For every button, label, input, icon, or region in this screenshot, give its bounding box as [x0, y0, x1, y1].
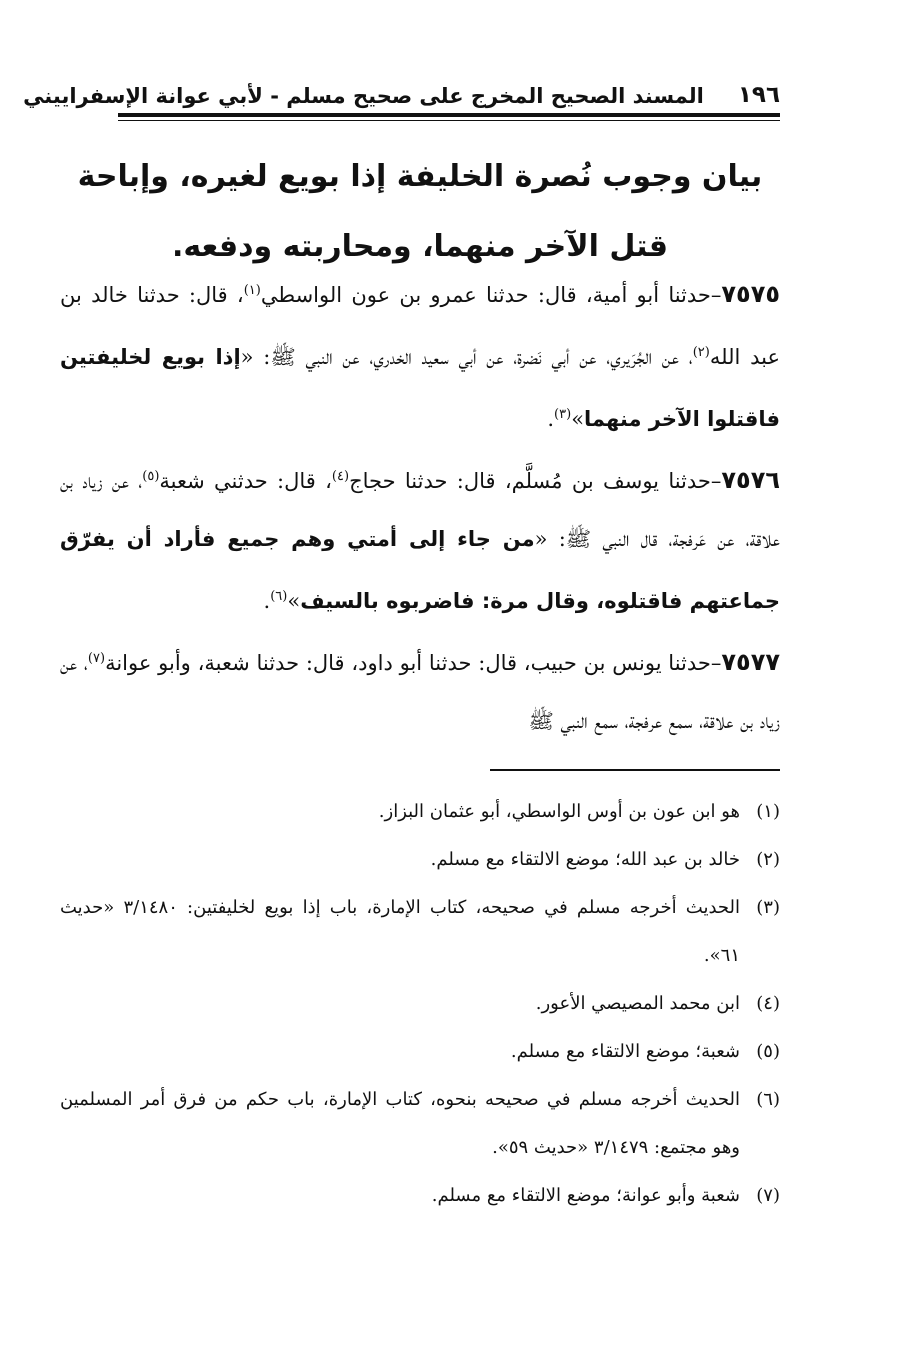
footnote-reference: (٦)	[270, 589, 288, 604]
hadith-text: ، قال: حدثني شعبة	[159, 469, 332, 493]
footnote-reference: (١)	[243, 283, 261, 298]
footnote-number: (٣)	[756, 897, 780, 918]
running-header	[23, 78, 780, 108]
footnote-item	[60, 884, 780, 980]
footnote-number: (٦)	[756, 1089, 780, 1110]
hadith-text: »	[571, 407, 585, 431]
page-number: ١٩٦	[737, 82, 780, 108]
hadith-number: ٧٥٧٥	[721, 280, 780, 308]
hadith-text: –حدثنا أبو أمية، قال: حدثنا عمرو بن عون الواسطي	[260, 283, 722, 307]
hadith-number: ٧٥٧٧	[721, 648, 780, 676]
hadith-paragraph	[60, 448, 780, 630]
footnote-item	[60, 1076, 780, 1172]
hadith-text: ، عن زياد بن علاقة، سمع عرفجة، سمع النبي ﷺ	[60, 651, 780, 733]
header-rule-thick	[118, 113, 780, 117]
hadith-text: –حدثنا يوسف بن مُسلَّم، قال: حدثنا حجاج	[349, 469, 722, 493]
hadith-body	[60, 262, 780, 750]
chapter-title: بيان وجوب نُصرة الخليفة إذا بويع لغيره، وإباحة قتل الآخر منهما، ومحاربته ودفعه.	[77, 159, 763, 264]
footnote-reference: (٢)	[692, 345, 710, 360]
hadith-text: .	[547, 407, 555, 431]
footnote-number: (٤)	[756, 993, 780, 1014]
header-rule-thin	[118, 120, 780, 121]
footnote-item	[60, 836, 780, 884]
hadith-paragraph	[60, 630, 780, 750]
hadith-text: –حدثنا يونس بن حبيب، قال: حدثنا أبو داود، قال: حدثنا شعبة، وأبو عوانة	[105, 651, 722, 675]
footnote-text: خالد بن عبد الله؛ موضع الالتقاء مع مسلم.	[430, 849, 740, 870]
footnote-reference: (٣)	[554, 407, 572, 422]
footnote-item	[60, 1172, 780, 1220]
footnote-reference: (٤)	[331, 469, 350, 484]
footnote-number: (٧)	[756, 1185, 780, 1206]
footnote-reference: (٧)	[87, 651, 106, 666]
footnote-item	[60, 1028, 780, 1076]
footnote-separator	[490, 769, 780, 771]
running-title: المسند الصحيح المخرج على صحيح مسلم - لأبي عوانة الإسفراييني	[23, 84, 704, 108]
hadith-number: ٧٥٧٦	[721, 466, 780, 494]
footnote-item	[60, 980, 780, 1028]
footnote-number: (٢)	[756, 849, 780, 870]
footnote-text: الحديث أخرجه مسلم في صحيحه بنحوه، كتاب الإمارة، باب حكم من فرق أمر المسلمين وهو مجتمع: ٣/١٤٧٩ «حديث ٥٩».	[60, 1089, 740, 1158]
footnotes	[60, 788, 780, 1220]
hadith-text: ، قال: حدثنا خالد بن عبد الله	[60, 283, 780, 369]
hadith-matn: إذا بويع لخليفتين فاقتلوا الآخر منهما	[60, 345, 780, 431]
footnote-number: (٥)	[756, 1041, 780, 1062]
footnote-text: ابن محمد المصيصي الأعور.	[535, 993, 740, 1014]
hadith-matn: من جاء إلى أمتي وهم جميع فأراد أن يفرّق جماعتهم فاقتلوه، وقال مرة: فاضربوه بالسيف	[60, 527, 780, 613]
hadith-text: ، عن زياد بن علاقة، عن عَرفجة، قال النبي ﷺ: «	[60, 469, 780, 551]
footnote-item	[60, 788, 780, 836]
footnote-text: هو ابن عون بن أوس الواسطي، أبو عثمان البزاز.	[378, 801, 740, 822]
hadith-paragraph	[60, 262, 780, 448]
footnote-number: (١)	[756, 801, 780, 822]
footnote-text: الحديث أخرجه مسلم في صحيحه، كتاب الإمارة، باب إذا بويع لخليفتين: ٣/١٤٨٠ «حديث ٦١».	[60, 897, 741, 966]
footnote-text: شعبة؛ موضع الالتقاء مع مسلم.	[510, 1041, 740, 1062]
hadith-text: .	[263, 589, 271, 613]
footnote-reference: (٥)	[142, 469, 160, 484]
hadith-text: ، عن الجُرَيري، عن أبي نَضرة، عن أبي سعيد الخدري، عن النبي ﷺ: «	[240, 345, 693, 369]
hadith-text: »	[287, 589, 301, 613]
footnote-text: شعبة وأبو عوانة؛ موضع الالتقاء مع مسلم.	[431, 1185, 740, 1206]
